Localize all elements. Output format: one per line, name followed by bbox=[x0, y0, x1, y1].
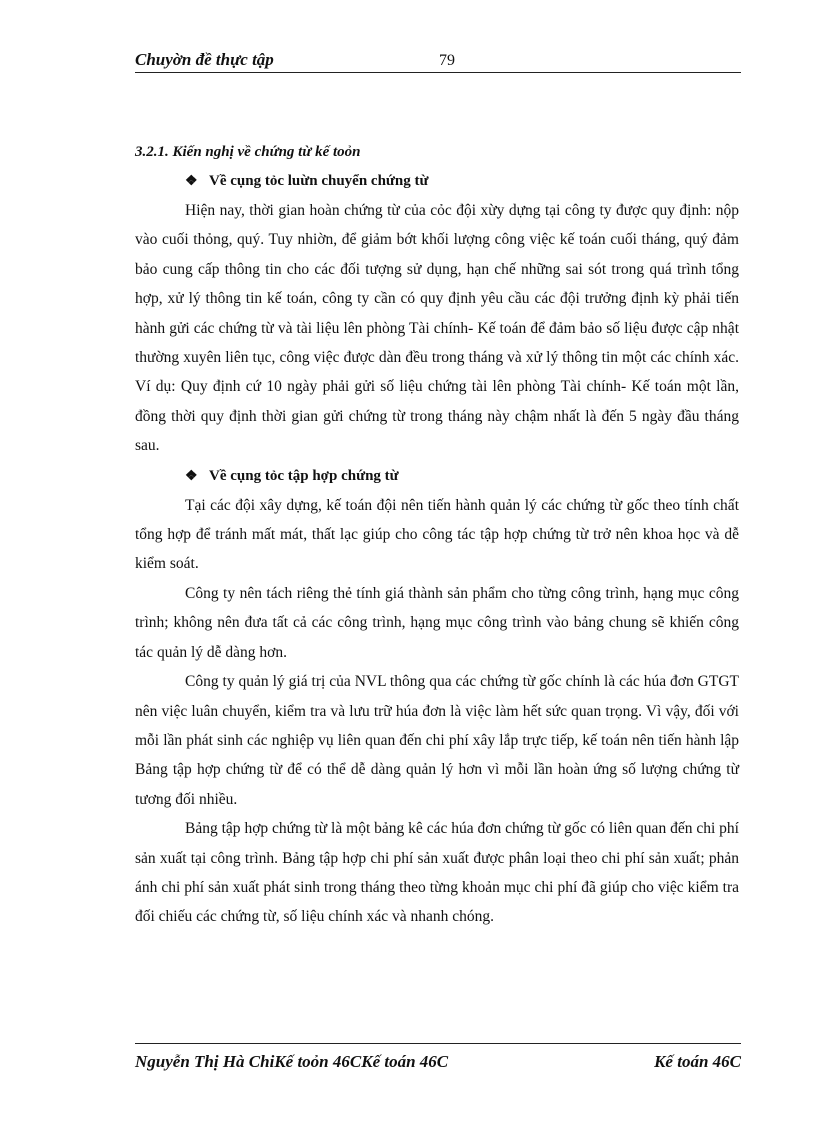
diamond-bullet-icon: ❖ bbox=[185, 174, 198, 189]
paragraph: Bảng tập hợp chứng từ là một bảng kê các húa đơn chứng từ gốc có liên quan đến chi phí sản xuất tại công trình. Bảng tập hợp chi phí sản xuất được phân loại theo chi phí sản xuất; phản ánh chi phí sản xuất phát sinh trong tháng theo từng khoản mục chi phí đã giúp cho việc kiểm tra đối chiếu các chứng từ, số liệu chính xác và nhanh chóng. bbox=[135, 820, 739, 926]
footer-author: Nguyễn Thị Hà ChiKế toỏn 46CKế toán 46C bbox=[135, 1052, 449, 1071]
paragraph: Công ty nên tách riêng thẻ tính giá thành sản phẩm cho từng công trình, hạng mục công trình; không nên đưa tất cả các công trình, hạng mục công trình vào bảng chung sẽ khiến công tác quản lý dễ dàng hơn. bbox=[135, 584, 739, 661]
bullet-heading bbox=[135, 461, 739, 491]
bullet-heading bbox=[135, 166, 739, 196]
paragraph: Công ty quản lý giá trị của NVL thông qua các chứng từ gốc chính là các húa đơn GTGT nên việc luân chuyển, kiểm tra và lưu trữ húa đơn là việc làm hết sức quan trọng. Vì vậy, đối với mỗi lần phát sinh các nghiệp vụ liên quan đến chi phí xây lắp trực tiếp, kế toán nên tiến hành lập Bảng tập hợp chứng từ để có thể dễ dàng quản lý hơn vì mỗi lần hoàn ứng số lượng chứng từ tương đối nhiều. bbox=[135, 673, 739, 808]
footer-class: Kế toán 46C bbox=[654, 1052, 741, 1071]
paragraph: Hiện nay, thời gian hoàn chứng từ của cỏc đội xừy dựng tại công ty được quy định: nộp vào cuối thỏng, quý. Tuy nhiờn, để giảm bớt khối lượng công việc kế toán cuối tháng, quý đảm bảo cung cấp thông tin cho các đối tượng sử dụng, hạn chế những sai sót trong quá trình tổng hợp, xử lý thông tin kế toán, công ty cần có quy định yêu cầu các đội trưởng định kỳ phải tiến hành gửi các chứng từ và tài liệu lên phòng Tài chính- Kế toán để đảm bảo số liệu được cập nhật thường xuyên liên tục, công việc được dàn đều trong tháng và xử lý thông tin một các chính xác. Ví dụ: Quy định cứ 10 ngày phải gửi số liệu chứng tài lên phòng Tài chính- Kế toán một lần, đồng thời quy định thời gian gửi chứng từ trong tháng này chậm nhất là đến 5 ngày đầu tháng sau. bbox=[135, 202, 739, 455]
page-content bbox=[135, 138, 739, 932]
bullet-heading-text: Về cụng tỏc tập hợp chứng từ bbox=[209, 467, 399, 484]
section-heading: 3.2.1. Kiến nghị về chứng từ kế toỏn bbox=[135, 144, 361, 160]
page-footer bbox=[135, 1043, 741, 1071]
bullet-heading-text: Về cụng tỏc luừn chuyển chứng từ bbox=[209, 173, 429, 189]
paragraph: Tại các đội xây dựng, kế toán đội nên tiến hành quản lý các chứng từ gốc theo tính chất tổng hợp để tránh mất mát, thất lạc giúp cho công tác tập hợp chứng từ trở nên khoa học và dễ kiểm soát. bbox=[135, 496, 739, 573]
page-number: 79 bbox=[439, 52, 455, 69]
diamond-bullet-icon: ❖ bbox=[185, 468, 198, 484]
header-title: Chuyờn đề thực tập bbox=[135, 50, 274, 69]
page-header bbox=[135, 48, 741, 73]
